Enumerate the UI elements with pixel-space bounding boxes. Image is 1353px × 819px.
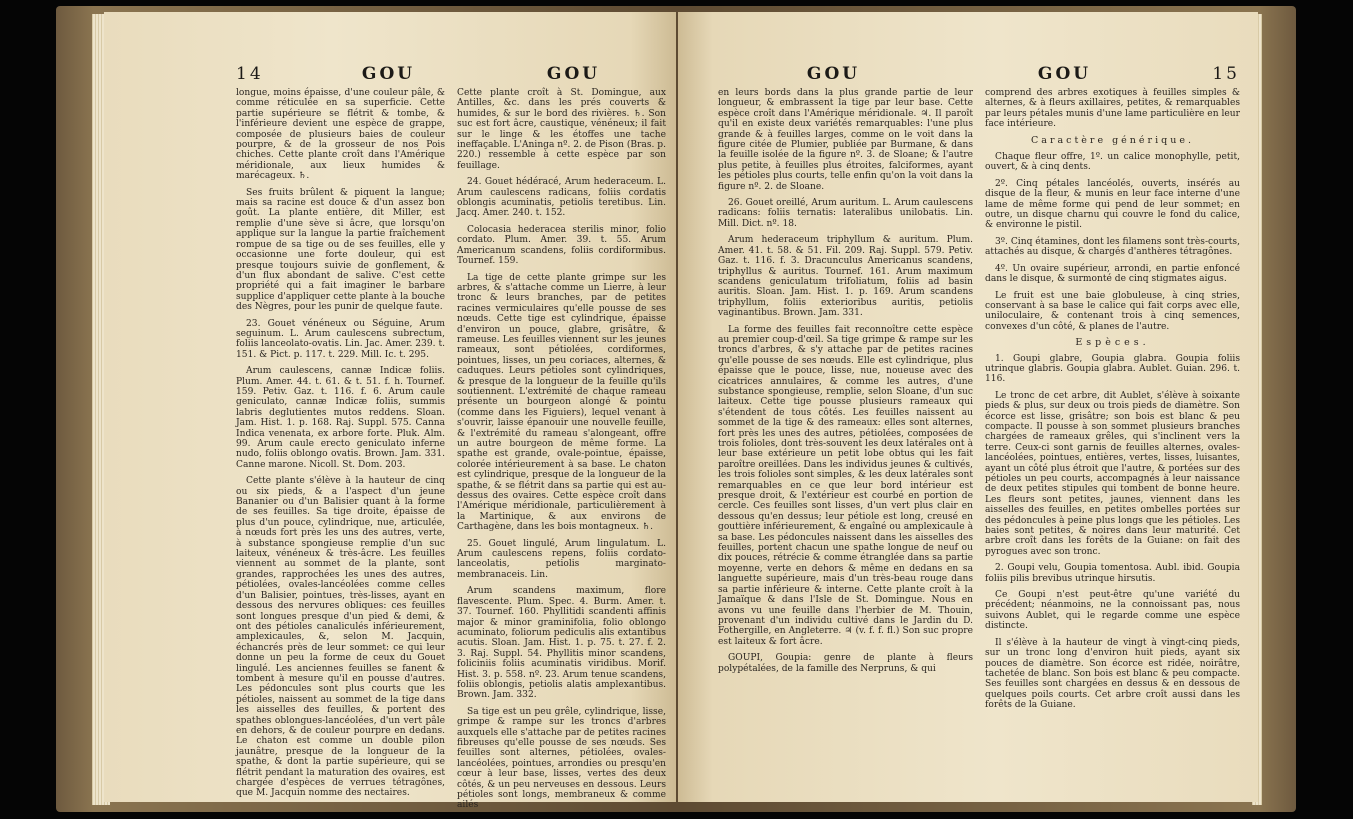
- paragraph: 2. Goupi velu, Goupia tomentosa. Aubl. ibid. Goupia foliis pilis brevibus utrinque hirsutis.: [985, 563, 1240, 584]
- right-column-1: [718, 88, 973, 717]
- paragraph: Chaque fleur offre, 1º. un calice monophylle, petit, ouvert, & à cinq dents.: [985, 152, 1240, 173]
- paragraph: longue, moins épaisse, d'une couleur pâle, & comme réticulée en sa superficie. Cette partie supérieure se flétrit & tombe, & l'inférieure devient une espèce de grappe, composée de plusieurs baies de couleur pourpre, & de la grosseur de nos Pois chiches. Cette plante croît dans l'Amérique méridionale, aux lieux humides & marécageux. ♄.: [236, 88, 445, 182]
- paragraph: Cette plante croît à St. Domingue, aux Antilles, &c. dans les prés couverts & humides, & sur le bord des rivières. ♄. Son suc est fort âcre, caustique, vénéneux; il fait sur le linge & les étoffes une tache ineffaçable. L'Aninga nº. 2. de Pison (Bras. p. 220.) ressemble à cette espèce par son feuillage.: [457, 88, 666, 171]
- paragraph: 3º. Cinq étamines, dont les filamens sont très-courts, attachés au disque, & chargés d'anthères tétragônes.: [985, 236, 1240, 258]
- right-page-number: 15: [1212, 64, 1240, 84]
- paragraph: Colocasia hederacea sterilis minor, folio cordato. Plum. Amer. 39. t. 55. Arum Americanum scandens, foliis cordiformibus. Tournef. 159.: [457, 224, 666, 267]
- paragraph: 2º. Cinq pétales lancéolés, ouverts, insérés au disque de la fleur, & munis en leur face interne d'une lame de même forme qui pend de leur sommet; en outre, un disque charnu qui couvre le fond du calice, & environne le pistil.: [985, 178, 1240, 231]
- left-column-2: [457, 88, 666, 817]
- left-columns: [236, 88, 666, 817]
- right-running-head: [718, 64, 1240, 84]
- paragraph: Arum hederaceum triphyllum & auritum. Plum. Amer. 41. t. 58. & 51. Fil. 209. Raj. Suppl. 579. Petiv. Gaz. t. 116. f. 3. Dracunculus Americanus scandens, triphyllus & auritus. Tournef. 161. Arum maximum scandens geniculatum trifoliatum, foliis ad basin auritis. Sloan. Jam. Hist. 1. p. 169. Arum scandens triphyllum, foliis exterioribus auritis, petiolis vaginantibus. Brown. Jam. 331.: [718, 235, 973, 319]
- paragraph: en leurs bords dans la plus grande partie de leur longueur, & embrassent la tige par leur base. Cette espèce croît dans l'Amérique méridionale. ♃. Il paroît qu'il en existe deux variétés remarquables: l'une plus grande & à feuilles larges, comme on le voit dans la figure citée de Plumier, publiée par Burmane, & dans la feuille isolée de la figure nº. 3. de Sloane; & l'autre plus petite, à feuilles plus étroites, falciformes, ayant les pétioles plus courts, telle enfin qu'on la voit dans la figure nº. 2. de Sloane.: [718, 88, 973, 192]
- paragraph: Ce Goupi n'est peut-être qu'une variété du précédent; néanmoins, ne la connoissant pas, nous suivons Aublet, qui le regarde comme une espèce distincte.: [985, 590, 1240, 632]
- paragraph: Le tronc de cet arbre, dit Aublet, s'élève à soixante pieds & plus, sur deux ou trois pieds de diamètre. Son écorce est lisse, grisâtre; son bois est blanc & peu compacte. Il pousse à son sommet plusieurs branches chargées de rameaux grêles, qui s'inclinent vers la terre. Ceux-ci sont garnis de feuilles alternes, ovales-lancéolées, pointues, entières, vertes, lisses, luisantes, ayant un côté plus étroit que l'autre, & portées sur des pétioles un peu courts, accompagnés à leur naissance de deux petites stipules qui tombent de bonne heure. Les fleurs sont petites, jaunes, viennent dans les aisselles des feuilles, en petites ombelles portées sur des pédoncules à peine plus longs que les pétioles. Les baies sont petites, & noires dans leur maturité. Cet arbre croît dans les forêts de la Guiane: on fait des pyrogues avec son tronc.: [985, 390, 1240, 557]
- paragraph: Ses fruits brûlent & piquent la langue; mais sa racine est douce & d'un assez bon goût. La plante entière, dit Miller, est remplie d'une sève si âcre, que lorsqu'on applique sur la langue la partie fraîchement rompue de sa tige ou de ses feuilles, elle y occasionne une forte douleur, qui est presque toujours suivie de gonflement, & d'un flux abondant de salive. C'est cette propriété qui a fait imaginer le barbare supplice d'appliquer cette plante à la bouche des Nègres, pour les punir de quelque faute.: [236, 187, 445, 313]
- right-columns: [718, 88, 1240, 717]
- paragraph: GOUPI, Goupia: genre de plante à fleurs polypétalées, de la famille des Nerpruns, & qui: [718, 653, 973, 674]
- paragraph: Sa tige est un peu grêle, cylindrique, lisse, grimpe & rampe sur les troncs d'arbres auxquels elle s'attache par de petites racines fibreuses qu'elle pousse de ses nœuds. Ses feuilles sont alternes, pétiolées, ovales-lancéolées, pointues, arrondies ou presqu'en cœur à leur base, lisses, vertes des deux côtés, & un peu nerveuses en dessous. Leurs pétioles sont longs, membraneux & comme ailés: [457, 706, 666, 811]
- paragraph: Il s'élève à la hauteur de vingt à vingt-cinq pieds, sur un tronc long d'environ huit pieds, ayant six pouces de diamètre. Son écorce est ridée, noirâtre, tachetée de blanc. Son bois est blanc & peu compacte. Ses feuilles sont chargées en dessus & en dessous de quelques poils courts. Cet arbre croît aussi dans les forêts de la Guiane.: [985, 637, 1240, 711]
- paragraph: Le fruit est une baie globuleuse, à cinq stries, conservant à sa base le calice qui fait corps avec elle, uniloculaire, & contenant trois à cinq semences, convexes d'un côté, & planes de l'autre.: [985, 290, 1240, 332]
- paragraph: 24. Gouet hédéracé, Arum hederaceum. L. Arum caulescens radicans, foliis cordatis oblongis acuminatis, petiolis teretibus. Lin. Jacq. Amer. 240. t. 152.: [457, 177, 666, 219]
- paragraph: 4º. Un ovaire supérieur, arrondi, en partie enfoncé dans le disque, & surmonté de cinq stigmates aigus.: [985, 263, 1240, 285]
- paragraph: 23. Gouet vénéneux ou Séguine, Arum seguinum. L. Arum caulescens subrectum, foliis lanceolato-ovatis. Lin. Jac. Amer. 239. t. 151. & Pict. p. 117. t. 229. Mill. Ic. t. 295.: [236, 318, 445, 360]
- left-column-1: [236, 88, 445, 817]
- paragraph: La tige de cette plante grimpe sur les arbres, & s'attache comme un Lierre, à leur tronc & leurs branches, par de petites racines vermiculaires qu'elle pousse de ses nœuds. Cette tige est cylindrique, épaisse d'environ un pouce, glabre, grisâtre, & rameuse. Les feuilles viennent sur les jeunes rameaux, sont pétiolées, cordiformes, pointues, lisses, un peu coriaces, alternes, & caduques. Leurs pétioles sont cylindriques, & presque de la longueur de la feuille qu'ils soutiennent. L'extrémité de chaque rameau présente un bourgeon alongé & pointu (comme dans les Figuiers), lequel venant à s'ouvrir, laisse épanouir une nouvelle feuille, & l'extrémité du rameau s'alongeant, offre un autre bourgeon de même forme. La spathe est grande, ovale-pointue, épaisse, colorée intérieurement à sa base. Le chaton est cylindrique, presque de la longueur de la spathe, & se flétrit dans sa partie qui est au-dessus des ovaires. Cette espèce croît dans l'Amérique méridionale, particulièrement à la Martinique, & aux environs de Carthagène, dans les bois montagneux. ♄.: [457, 272, 666, 533]
- paragraph: Arum caulescens, cannæ Indicæ foliis. Plum. Amer. 44. t. 61. & t. 51. f. h. Tournef. 159. Petiv. Gaz. t. 116. f. 6. Arum caule geniculato, cannæ Indicæ foliis, summis labris deglutientes mutos reddens. Sloan. Jam. Hist. 1. p. 168. Raj. Suppl. 575. Canna Indica venenata, ex arbore forte. Pluk. Alm. 99. Arum caule erecto geniculato inferne nudo, foliis oblongo ovatis. Brown. Jam. 331. Canne marone. Nicoll. St. Dom. 203.: [236, 366, 445, 470]
- left-running-head: [236, 64, 666, 84]
- left-head-word-2: GOU: [546, 64, 601, 84]
- right-column-2: [985, 88, 1240, 717]
- right-page: [678, 12, 1258, 802]
- section-heading: Espèces.: [1075, 337, 1150, 349]
- paragraph: 1. Goupi glabre, Goupia glabra. Goupia foliis utrinque glabris. Goupia glabra. Aublet. Guian. 296. t. 116.: [985, 353, 1240, 385]
- paragraph: Cette plante s'élève à la hauteur de cinq ou six pieds, & a l'aspect d'un jeune Bananier ou d'un Balisier quant à la forme de ses feuilles. Sa tige droite, épaisse de plus d'un pouce, cylindrique, nue, articulée, à nœuds fort près les uns des autres, verte, à substance spongieuse remplie d'un suc laiteux, vénéneux & très-âcre. Les feuilles viennent au sommet de la plante, sont grandes, rapprochées les unes des autres, pétiolées, ovales-lancéolées comme celles d'un Balisier, pointues, très-lisses, ayant en dessous des nervures obliques: ces feuilles sont longues presque d'un pied & demi, & ont des pétioles canaliculés inférieurement, amplexicaules, &, selon M. Jacquin, échancrés près de leur sommet: ce qui leur donne un peu la forme de ceux du Gouet lingulé. Les anciennes feuilles se fanent & tombent à mesure qu'il en pousse d'autres. Les pédoncules sont plus courts que les pétioles, naissent au sommet de la tige dans les aisselles des feuilles, & portent des spathes oblongues-lancéolées, d'un vert pâle en dehors, & de couleur pourpre en dedans. Le chaton est comme un double pilon jaunâtre, presque de la longueur de la spathe, & dont la partie supérieure, qui se flétrit pendant la maturation des ovaires, est chargée d'espèces de verrues tétragônes, que M. Jacquin nomme des nectaires.: [236, 476, 445, 799]
- left-head-word-1: GOU: [361, 64, 416, 84]
- right-head-word-1: GOU: [806, 64, 861, 84]
- paragraph: 26. Gouet oreillé, Arum auritum. L. Arum caulescens radicans: foliis ternatis: lateralibus unilobatis. Lin. Mill. Dict. nº. 18.: [718, 198, 973, 229]
- left-page-number: 14: [236, 64, 264, 84]
- paragraph: La forme des feuilles fait reconnoître cette espèce au premier coup-d'œil. Sa tige grimpe & rampe sur les troncs d'arbres, & s'y attache par de petites racines qu'elle pousse de ses nœuds. Elle est cylindrique, plus épaisse que le pouce, lisse, nue, noueuse avec des cicatrices annulaires, & comme les autres, d'une substance spongieuse, remplie, selon Sloane, d'un suc laiteux. Cette tige pousse plusieurs rameaux qui s'étendent de tous côtés. Les feuilles naissent au sommet de la tige & des rameaux: elles sont alternes, fort près les unes des autres, pétiolées, composées de trois folioles, dont très-souvent les deux latérales ont à leur base extérieure un petit lobe obtus qui les fait paroître oreillées. Dans les individus jeunes & cultivés, les trois folioles sont simples, & les deux latérales sont remarquables en ce que leur bord intérieur est presque droit, & l'extérieur est courbé en portion de cercle. Ces feuilles sont lisses, d'un vert plus clair en dessous qu'en dessus; leur pétiole est long, creusé en gouttière inférieurement, & engaîné ou amplexicaule à sa base. Les pédoncules naissent dans les aisselles des feuilles, portent chacun une spathe longue de neuf ou dix pouces, rétrécie & comme étranglée dans sa partie moyenne, verte en dehors & même en dedans en sa languette supérieure, mais d'un très-beau rouge dans sa partie inférieure & interne. Cette plante croît à la Jamaïque & dans l'Isle de St. Domingue. Nous en avons vu une feuille dans l'herbier de M. Thouin, provenant d'un individu cultivé dans le Jardin du D. Fothergille, en Angleterre. ♃ (v. f. f. fl.) Son suc propre est laiteux & fort âcre.: [718, 324, 973, 647]
- left-page: [104, 12, 676, 811]
- section-heading: Caractère générique.: [1031, 134, 1194, 146]
- paragraph: comprend des arbres exotiques à feuilles simples & alternes, & à fleurs axillaires, petites, & remarquables par leurs pétales munis d'une lame particulière en leur face intérieure.: [985, 88, 1240, 130]
- paragraph: 25. Gouet lingulé, Arum lingulatum. L. Arum caulescens repens, foliis cordato-lanceolatis, petiolis marginato-membranaceis. Lin.: [457, 538, 666, 580]
- right-head-word-2: GOU: [1037, 64, 1092, 84]
- paragraph: Arum scandens maximum, flore flavescente. Plum. Spec. 4. Burm. Amer. t. 37. Tournef. 160. Phyllitidi scandenti affinis major & minor graminifolia, folio oblongo acuminato, foliorum pediculis alis extantibus acutis. Sloan. Jam. Hist. 1. p. 75. t. 27. f. 2. 3. Raj. Suppl. 54. Phyllitis minor scandens, foliciniis foliis acuminatis viridibus. Morif. Hist. 3. p. 558. nº. 23. Arum tenue scandens, foliis oblongis, petiolis alatis amplexantibus. Brown. Jam. 332.: [457, 586, 666, 701]
